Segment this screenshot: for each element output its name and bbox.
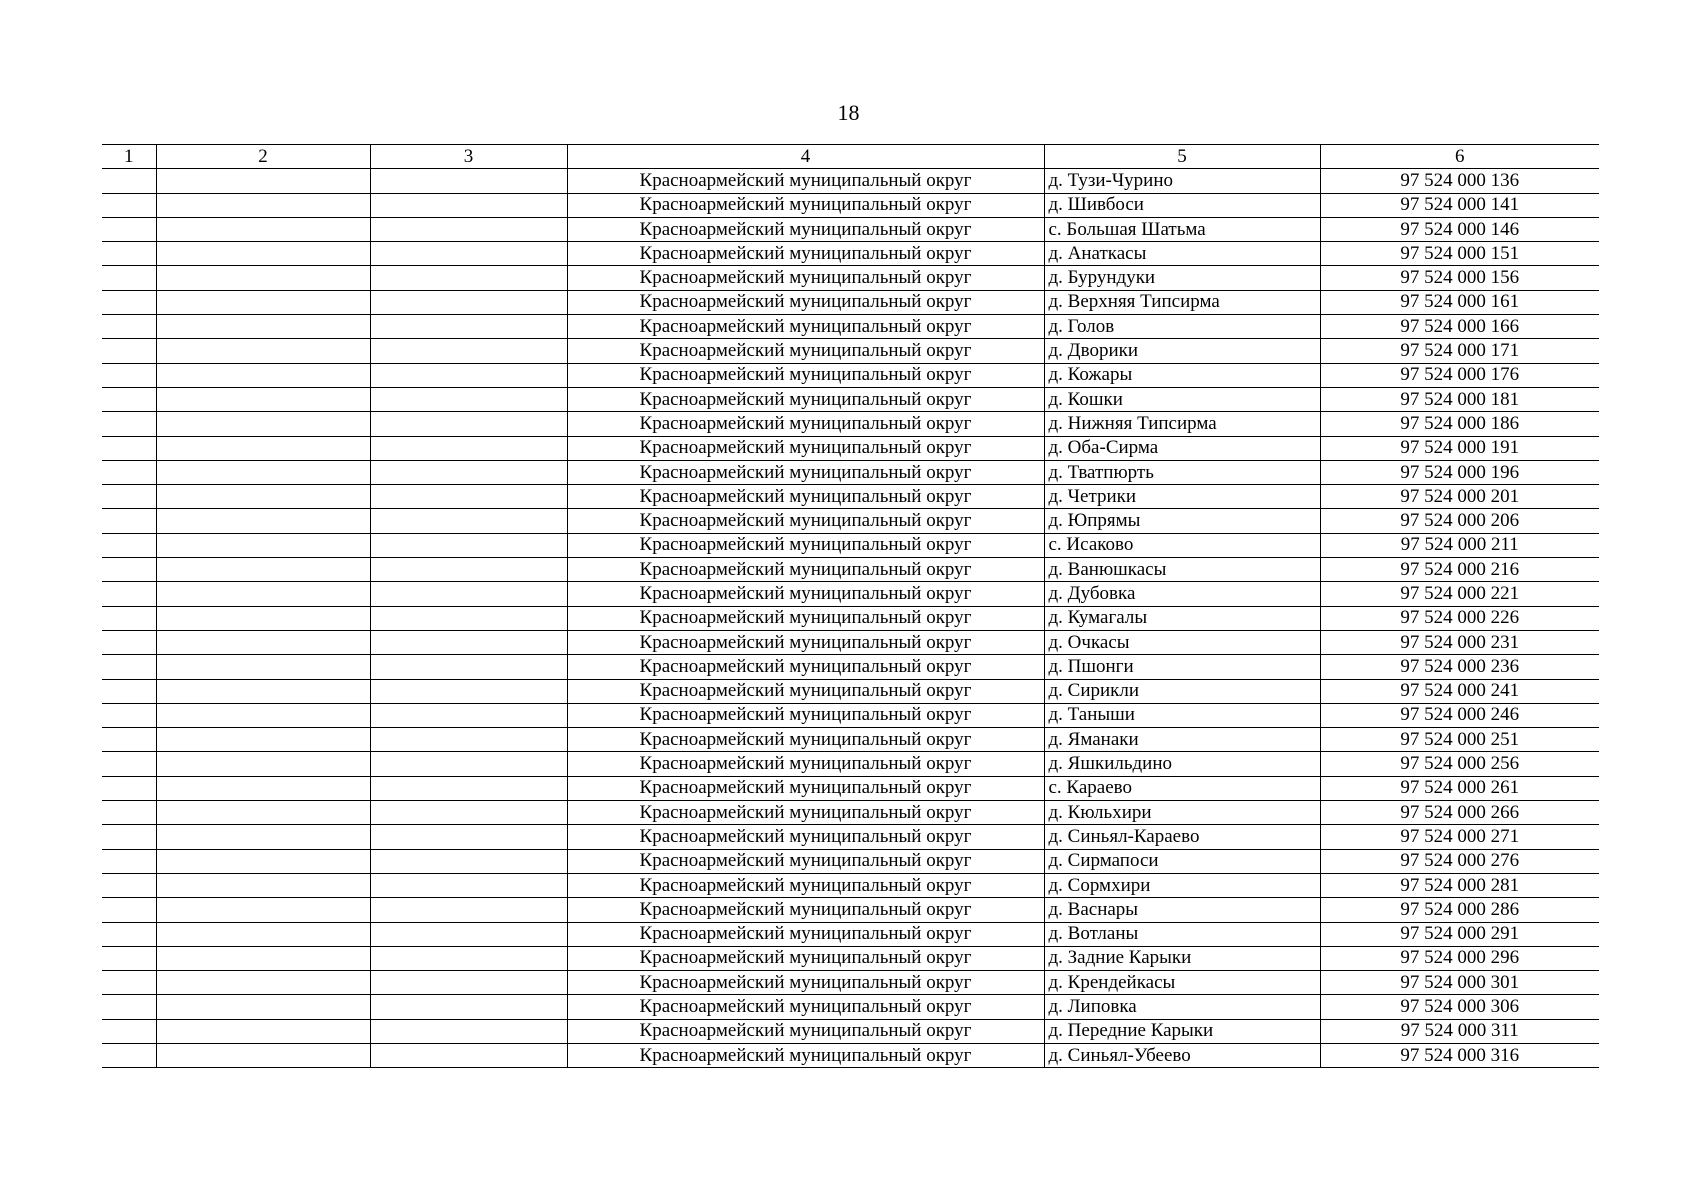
district-cell: Красноармейский муниципальный округ: [567, 825, 1044, 849]
table-row: [102, 1019, 1599, 1043]
cell-col-3: [370, 1043, 567, 1067]
district-cell: Красноармейский муниципальный округ: [567, 1019, 1044, 1043]
table-row: [102, 460, 1599, 484]
cell-col-2: [156, 558, 370, 582]
settlement-cell: д. Кюльхири: [1044, 801, 1320, 825]
cell-col-1: [102, 825, 156, 849]
cell-col-2: [156, 242, 370, 266]
cell-col-2: [156, 412, 370, 436]
table-row: [102, 606, 1599, 630]
district-cell: Красноармейский муниципальный округ: [567, 363, 1044, 387]
district-cell: Красноармейский муниципальный округ: [567, 1043, 1044, 1067]
cell-col-3: [370, 606, 567, 630]
cell-col-1: [102, 849, 156, 873]
oktmo-code-cell: 97 524 000 146: [1320, 217, 1599, 241]
table-row: [102, 825, 1599, 849]
settlement-cell: д. Кожары: [1044, 363, 1320, 387]
cell-col-2: [156, 898, 370, 922]
settlement-cell: д. Ванюшкасы: [1044, 558, 1320, 582]
oktmo-code-cell: 97 524 000 311: [1320, 1019, 1599, 1043]
oktmo-code-cell: 97 524 000 141: [1320, 193, 1599, 217]
settlement-cell: д. Сормхири: [1044, 873, 1320, 897]
table-row: [102, 946, 1599, 970]
cell-col-3: [370, 339, 567, 363]
cell-col-1: [102, 339, 156, 363]
settlement-cell: д. Голов: [1044, 315, 1320, 339]
cell-col-2: [156, 995, 370, 1019]
oktmo-code-cell: 97 524 000 276: [1320, 849, 1599, 873]
district-cell: Красноармейский муниципальный округ: [567, 217, 1044, 241]
settlement-cell: д. Яманаки: [1044, 728, 1320, 752]
oktmo-code-cell: 97 524 000 156: [1320, 266, 1599, 290]
table-row: [102, 533, 1599, 557]
settlement-cell: д. Дубовка: [1044, 582, 1320, 606]
oktmo-code-cell: 97 524 000 161: [1320, 290, 1599, 314]
district-cell: Красноармейский муниципальный округ: [567, 558, 1044, 582]
cell-col-3: [370, 460, 567, 484]
cell-col-3: [370, 728, 567, 752]
page-number: 18: [837, 100, 860, 125]
cell-col-2: [156, 193, 370, 217]
table-row: [102, 898, 1599, 922]
cell-col-3: [370, 242, 567, 266]
district-cell: Красноармейский муниципальный округ: [567, 728, 1044, 752]
header-row: [102, 145, 1599, 169]
cell-col-2: [156, 485, 370, 509]
table-row: [102, 242, 1599, 266]
cell-col-2: [156, 679, 370, 703]
cell-col-2: [156, 217, 370, 241]
cell-col-2: [156, 630, 370, 654]
settlement-cell: д. Сирмапоси: [1044, 849, 1320, 873]
cell-col-1: [102, 630, 156, 654]
oktmo-code-cell: 97 524 000 246: [1320, 703, 1599, 727]
cell-col-3: [370, 412, 567, 436]
cell-col-3: [370, 193, 567, 217]
district-cell: Красноармейский муниципальный округ: [567, 339, 1044, 363]
settlement-cell: д. Юпрямы: [1044, 509, 1320, 533]
cell-col-2: [156, 752, 370, 776]
table-row: [102, 169, 1599, 193]
district-cell: Красноармейский муниципальный округ: [567, 655, 1044, 679]
oktmo-code-cell: 97 524 000 261: [1320, 776, 1599, 800]
cell-col-3: [370, 679, 567, 703]
district-cell: Красноармейский муниципальный округ: [567, 290, 1044, 314]
district-cell: Красноармейский муниципальный округ: [567, 703, 1044, 727]
district-cell: Красноармейский муниципальный округ: [567, 412, 1044, 436]
table-row: [102, 339, 1599, 363]
oktmo-code-cell: 97 524 000 201: [1320, 485, 1599, 509]
oktmo-code-cell: 97 524 000 171: [1320, 339, 1599, 363]
settlement-cell: д. Задние Карыки: [1044, 946, 1320, 970]
settlement-cell: д. Верхняя Типсирма: [1044, 290, 1320, 314]
table-row: [102, 558, 1599, 582]
table-row: [102, 922, 1599, 946]
oktmo-code-cell: 97 524 000 196: [1320, 460, 1599, 484]
cell-col-2: [156, 290, 370, 314]
oktmo-code-cell: 97 524 000 186: [1320, 412, 1599, 436]
oktmo-code-cell: 97 524 000 281: [1320, 873, 1599, 897]
cell-col-3: [370, 898, 567, 922]
district-cell: Красноармейский муниципальный округ: [567, 679, 1044, 703]
cell-col-2: [156, 825, 370, 849]
district-cell: Красноармейский муниципальный округ: [567, 533, 1044, 557]
district-cell: Красноармейский муниципальный округ: [567, 436, 1044, 460]
table-row: [102, 315, 1599, 339]
district-cell: Красноармейский муниципальный округ: [567, 849, 1044, 873]
table-row: [102, 290, 1599, 314]
cell-col-2: [156, 776, 370, 800]
cell-col-3: [370, 485, 567, 509]
district-cell: Красноармейский муниципальный округ: [567, 873, 1044, 897]
cell-col-3: [370, 509, 567, 533]
cell-col-3: [370, 873, 567, 897]
cell-col-3: [370, 825, 567, 849]
district-cell: Красноармейский муниципальный округ: [567, 995, 1044, 1019]
cell-col-3: [370, 266, 567, 290]
column-header-3: 3: [370, 145, 567, 169]
cell-col-3: [370, 630, 567, 654]
district-cell: Красноармейский муниципальный округ: [567, 801, 1044, 825]
cell-col-1: [102, 898, 156, 922]
cell-col-1: [102, 801, 156, 825]
cell-col-3: [370, 801, 567, 825]
settlement-cell: д. Анаткасы: [1044, 242, 1320, 266]
district-cell: Красноармейский муниципальный округ: [567, 485, 1044, 509]
district-cell: Красноармейский муниципальный округ: [567, 242, 1044, 266]
oktmo-code-cell: 97 524 000 251: [1320, 728, 1599, 752]
table-row: [102, 971, 1599, 995]
column-header-5: 5: [1044, 145, 1320, 169]
cell-col-1: [102, 922, 156, 946]
cell-col-2: [156, 339, 370, 363]
cell-col-2: [156, 315, 370, 339]
oktmo-code-cell: 97 524 000 301: [1320, 971, 1599, 995]
table-row: [102, 679, 1599, 703]
table-row: [102, 849, 1599, 873]
settlement-cell: д. Дворики: [1044, 339, 1320, 363]
settlement-cell: д. Передние Карыки: [1044, 1019, 1320, 1043]
cell-col-3: [370, 315, 567, 339]
oktmo-code-cell: 97 524 000 181: [1320, 387, 1599, 411]
cell-col-1: [102, 1043, 156, 1067]
cell-col-3: [370, 655, 567, 679]
settlement-cell: д. Таныши: [1044, 703, 1320, 727]
cell-col-2: [156, 801, 370, 825]
settlement-cell: д. Васнары: [1044, 898, 1320, 922]
cell-col-1: [102, 558, 156, 582]
district-cell: Красноармейский муниципальный округ: [567, 582, 1044, 606]
cell-col-1: [102, 728, 156, 752]
district-cell: Красноармейский муниципальный округ: [567, 606, 1044, 630]
oktmo-code-cell: 97 524 000 306: [1320, 995, 1599, 1019]
district-cell: Красноармейский муниципальный округ: [567, 387, 1044, 411]
district-cell: Красноармейский муниципальный округ: [567, 946, 1044, 970]
cell-col-1: [102, 387, 156, 411]
cell-col-1: [102, 509, 156, 533]
cell-col-3: [370, 217, 567, 241]
table-row: [102, 655, 1599, 679]
oktmo-code-cell: 97 524 000 231: [1320, 630, 1599, 654]
cell-col-2: [156, 169, 370, 193]
table-row: [102, 217, 1599, 241]
cell-col-1: [102, 946, 156, 970]
table-row: [102, 752, 1599, 776]
oktmo-code-cell: 97 524 000 176: [1320, 363, 1599, 387]
settlement-cell: д. Кумагалы: [1044, 606, 1320, 630]
cell-col-1: [102, 193, 156, 217]
table-row: [102, 801, 1599, 825]
cell-col-1: [102, 703, 156, 727]
settlement-cell: д. Оба-Сирма: [1044, 436, 1320, 460]
oktmo-code-cell: 97 524 000 206: [1320, 509, 1599, 533]
cell-col-2: [156, 266, 370, 290]
oktmo-code-cell: 97 524 000 286: [1320, 898, 1599, 922]
cell-col-3: [370, 169, 567, 193]
cell-col-3: [370, 387, 567, 411]
cell-col-2: [156, 582, 370, 606]
cell-col-1: [102, 217, 156, 241]
table-row: [102, 776, 1599, 800]
cell-col-1: [102, 873, 156, 897]
cell-col-1: [102, 606, 156, 630]
oktmo-code-cell: 97 524 000 221: [1320, 582, 1599, 606]
settlement-cell: д. Пшонги: [1044, 655, 1320, 679]
cell-col-1: [102, 485, 156, 509]
cell-col-1: [102, 971, 156, 995]
settlement-cell: д. Очкасы: [1044, 630, 1320, 654]
cell-col-3: [370, 290, 567, 314]
cell-col-2: [156, 1019, 370, 1043]
table-row: [102, 582, 1599, 606]
cell-col-2: [156, 606, 370, 630]
cell-col-3: [370, 1019, 567, 1043]
cell-col-3: [370, 703, 567, 727]
cell-col-1: [102, 995, 156, 1019]
oktmo-code-cell: 97 524 000 151: [1320, 242, 1599, 266]
cell-col-1: [102, 679, 156, 703]
cell-col-3: [370, 363, 567, 387]
settlement-cell: д. Сирикли: [1044, 679, 1320, 703]
cell-col-2: [156, 849, 370, 873]
cell-col-2: [156, 655, 370, 679]
table-row: [102, 436, 1599, 460]
district-cell: Красноармейский муниципальный округ: [567, 509, 1044, 533]
oktmo-code-cell: 97 524 000 191: [1320, 436, 1599, 460]
cell-col-2: [156, 436, 370, 460]
cell-col-1: [102, 169, 156, 193]
cell-col-3: [370, 776, 567, 800]
cell-col-2: [156, 728, 370, 752]
oktmo-code-cell: 97 524 000 236: [1320, 655, 1599, 679]
settlement-cell: д. Липовка: [1044, 995, 1320, 1019]
district-cell: Красноармейский муниципальный округ: [567, 630, 1044, 654]
cell-col-2: [156, 922, 370, 946]
cell-col-2: [156, 1043, 370, 1067]
cell-col-2: [156, 971, 370, 995]
table-row: [102, 485, 1599, 509]
table-row: [102, 873, 1599, 897]
oktmo-code-cell: 97 524 000 226: [1320, 606, 1599, 630]
oktmo-code-cell: 97 524 000 271: [1320, 825, 1599, 849]
district-cell: Красноармейский муниципальный округ: [567, 752, 1044, 776]
cell-col-1: [102, 436, 156, 460]
table-row: [102, 387, 1599, 411]
settlement-cell: д. Синьял-Убеево: [1044, 1043, 1320, 1067]
column-header-6: 6: [1320, 145, 1599, 169]
table-row: [102, 728, 1599, 752]
oktmo-code-cell: 97 524 000 291: [1320, 922, 1599, 946]
settlement-cell: д. Тузи-Чурино: [1044, 169, 1320, 193]
settlement-cell: с. Исаково: [1044, 533, 1320, 557]
cell-col-1: [102, 533, 156, 557]
table-row: [102, 412, 1599, 436]
cell-col-2: [156, 946, 370, 970]
settlement-cell: д. Шивбоси: [1044, 193, 1320, 217]
cell-col-3: [370, 752, 567, 776]
cell-col-1: [102, 1019, 156, 1043]
cell-col-3: [370, 922, 567, 946]
settlement-cell: д. Яшкильдино: [1044, 752, 1320, 776]
district-cell: Красноармейский муниципальный округ: [567, 193, 1044, 217]
oktmo-code-cell: 97 524 000 166: [1320, 315, 1599, 339]
cell-col-1: [102, 412, 156, 436]
cell-col-2: [156, 533, 370, 557]
district-cell: Красноармейский муниципальный округ: [567, 169, 1044, 193]
settlement-cell: д. Крендейкасы: [1044, 971, 1320, 995]
data-table: [102, 144, 1599, 1068]
cell-col-3: [370, 995, 567, 1019]
district-cell: Красноармейский муниципальный округ: [567, 898, 1044, 922]
settlement-cell: д. Тватпюрть: [1044, 460, 1320, 484]
settlement-cell: д. Бурундуки: [1044, 266, 1320, 290]
settlement-cell: д. Вотланы: [1044, 922, 1320, 946]
cell-col-3: [370, 582, 567, 606]
cell-col-1: [102, 582, 156, 606]
column-header-4: 4: [567, 145, 1044, 169]
cell-col-1: [102, 290, 156, 314]
oktmo-code-cell: 97 524 000 216: [1320, 558, 1599, 582]
cell-col-3: [370, 533, 567, 557]
table-row: [102, 630, 1599, 654]
table-row: [102, 1043, 1599, 1067]
oktmo-code-cell: 97 524 000 316: [1320, 1043, 1599, 1067]
district-cell: Красноармейский муниципальный округ: [567, 776, 1044, 800]
cell-col-3: [370, 558, 567, 582]
cell-col-1: [102, 752, 156, 776]
table-row: [102, 703, 1599, 727]
cell-col-1: [102, 776, 156, 800]
district-cell: Красноармейский муниципальный округ: [567, 315, 1044, 339]
cell-col-1: [102, 655, 156, 679]
settlement-cell: д. Кошки: [1044, 387, 1320, 411]
table-row: [102, 995, 1599, 1019]
cell-col-2: [156, 460, 370, 484]
cell-col-1: [102, 242, 156, 266]
cell-col-3: [370, 971, 567, 995]
settlement-cell: д. Четрики: [1044, 485, 1320, 509]
settlement-cell: д. Синьял-Караево: [1044, 825, 1320, 849]
table-body: [102, 169, 1599, 1068]
table-row: [102, 363, 1599, 387]
cell-col-1: [102, 266, 156, 290]
oktmo-code-cell: 97 524 000 256: [1320, 752, 1599, 776]
cell-col-1: [102, 460, 156, 484]
oktmo-code-cell: 97 524 000 136: [1320, 169, 1599, 193]
oktmo-code-cell: 97 524 000 266: [1320, 801, 1599, 825]
column-header-1: 1: [102, 145, 156, 169]
district-cell: Красноармейский муниципальный округ: [567, 922, 1044, 946]
settlement-cell: д. Нижняя Типсирма: [1044, 412, 1320, 436]
table-row: [102, 266, 1599, 290]
cell-col-2: [156, 703, 370, 727]
cell-col-3: [370, 436, 567, 460]
settlement-cell: с. Большая Шатьма: [1044, 217, 1320, 241]
settlement-cell: с. Караево: [1044, 776, 1320, 800]
cell-col-1: [102, 315, 156, 339]
cell-col-1: [102, 363, 156, 387]
column-header-2: 2: [156, 145, 370, 169]
oktmo-code-cell: 97 524 000 296: [1320, 946, 1599, 970]
district-cell: Красноармейский муниципальный округ: [567, 460, 1044, 484]
table-row: [102, 193, 1599, 217]
cell-col-2: [156, 363, 370, 387]
cell-col-3: [370, 849, 567, 873]
district-cell: Красноармейский муниципальный округ: [567, 266, 1044, 290]
oktmo-code-cell: 97 524 000 211: [1320, 533, 1599, 557]
cell-col-2: [156, 509, 370, 533]
district-cell: Красноармейский муниципальный округ: [567, 971, 1044, 995]
table-row: [102, 509, 1599, 533]
cell-col-3: [370, 946, 567, 970]
cell-col-2: [156, 873, 370, 897]
cell-col-2: [156, 387, 370, 411]
oktmo-code-cell: 97 524 000 241: [1320, 679, 1599, 703]
